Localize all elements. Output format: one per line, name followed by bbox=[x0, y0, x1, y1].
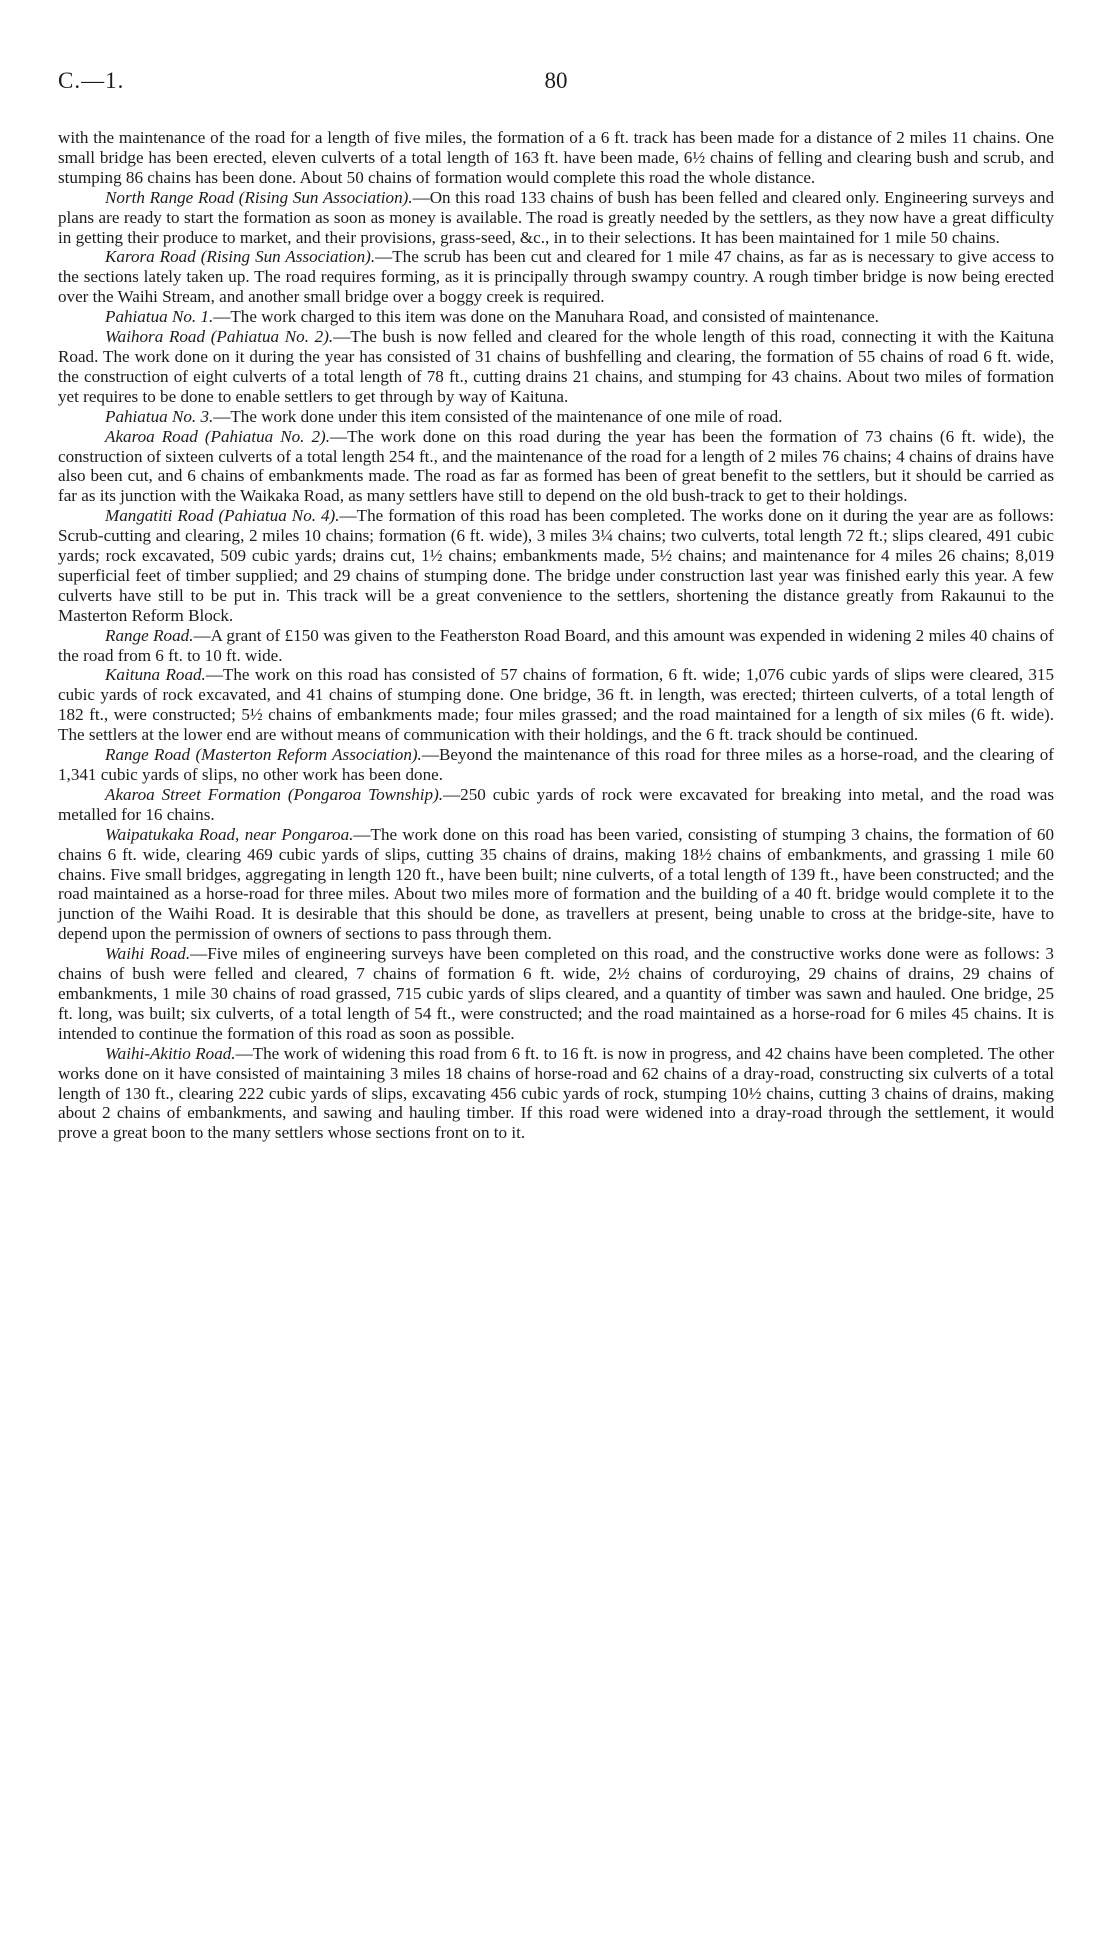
paragraph-title: Akaroa Road (Pahiatua No. 2). bbox=[105, 426, 330, 446]
paragraph-range-road-masterton bbox=[58, 745, 1054, 785]
paragraph-text: —The work of widening this road from 6 ft. to 16 ft. is now in progress, and 42 chains have been completed. The other works done on it have consisted of maintaining 3 miles 18 chains of horse-road and 62 chains of a dray-road, constructing six culverts of a total length of 130 ft., clearing 222 cubic yards of slips, excavating 456 cubic yards of rock, stumping 10½ chains, cutting 3 chains of drains, making about 2 chains of embankments, and sawing and hauling timber. If this road were widened into a dray-road through the settlement, it would prove a great boon to the many settlers whose sections front on to it. bbox=[58, 1043, 1055, 1143]
paragraph-mangatiti-road bbox=[58, 506, 1054, 625]
paragraph-range-road bbox=[58, 626, 1054, 666]
paragraph-text: —On this road 133 chains of bush has been felled and cleared only. Engineering surveys and plans are ready to start the formation as soon as money is available. The road is greatly needed by the settlers, as they now have a great difficulty in getting their produce to market, and their provisions, grass-seed, &c., in to their selections. It has been maintained for 1 mile 50 chains. bbox=[58, 187, 1055, 247]
paragraph-title: Pahiatua No. 1. bbox=[105, 307, 214, 327]
paragraph-akaroa-road bbox=[58, 427, 1054, 507]
paragraph-text: —The work charged to this item was done on the Manuhara Road, and consisted of maintenance. bbox=[213, 307, 879, 327]
page-header bbox=[58, 68, 1054, 98]
paragraph-text: —The work done under this item consisted of the maintenance of one mile of road. bbox=[213, 406, 783, 426]
paragraph-title: Pahiatua No. 3. bbox=[105, 406, 214, 426]
paragraph-text: —The work done on this road has been varied, consisting of stumping 3 chains, the formation of 60 chains 6 ft. wide, clearing 469 cubic yards of slips, cutting 35 chains of drains, making 18½ chains of embankments, and grassing 1 mile 60 chains. Five small bridges, aggregating in length 120 ft., have been built; nine culverts, of a total length of 139 ft., have been constructed; and the road maintained as a horse-road for three miles. About two miles more of formation and the building of a 40 ft. bridge would complete it to the junction of the Waihi Road. It is desirable that this should be done, as travellers at present, being unable to cross at the bridge-site, have to depend upon the permission of owners of sections to pass through them. bbox=[58, 824, 1054, 944]
page-number: 80 bbox=[544, 68, 568, 93]
paragraph-text: —250 cubic yards of rock were excavated for breaking into metal, and the road was metalled for 16 chains. bbox=[58, 784, 1055, 824]
paragraph-waihora-road bbox=[58, 327, 1054, 407]
paragraph-title: Range Road. bbox=[105, 625, 194, 645]
paragraph-karora-road bbox=[58, 247, 1054, 307]
paragraph-waihi-akitio-road bbox=[58, 1044, 1054, 1144]
paragraph-title: Waipatukaka Road, near Pongaroa. bbox=[105, 824, 354, 844]
paragraph-text: with the maintenance of the road for a length of five miles, the formation of a 6 ft. track has been made for a distance of 2 miles 11 chains. One small bridge has been erected, eleven culverts of a total length of 163 ft. have been made, 6½ chains of felling and clearing bush and scrub, and stumping 86 chains has been done. About 50 chains of formation would complete this road the whole distance. bbox=[58, 128, 1054, 187]
paragraph-title: Akaroa Street Formation (Pongaroa Township). bbox=[105, 784, 444, 804]
paragraph-text: —Beyond the maintenance of this road for three miles as a horse-road, and the clearing of 1,341 cubic yards of slips, no other work has been done. bbox=[58, 745, 1054, 784]
paragraph-text: —A grant of £150 was given to the Featherston Road Board, and this amount was expended in widening 2 miles 40 chains of the road from 6 ft. to 10 ft. wide. bbox=[58, 625, 1054, 665]
paragraph-akaroa-street bbox=[58, 785, 1054, 825]
paragraph-title: Waihi-Akitio Road. bbox=[105, 1043, 236, 1063]
paragraph-continuation bbox=[58, 128, 1054, 188]
document-reference: C.—1. bbox=[58, 68, 125, 93]
paragraph-title: Waihora Road (Pahiatua No. 2). bbox=[105, 327, 334, 347]
paragraph-text: —Five miles of engineering surveys have been completed on this road, and the constructive works done were as follows: 3 chains of bush were felled and cleared, 7 chains of formation 6 ft. wide, 2½ chains of corduroying, 29 chains of drains, 29 chains of embankments, 1 mile 30 chains of road grassed, 715 cubic yards of slips cleared, and a quantity of timber was sawn and hauled. One bridge, 25 ft. long, was built; six culverts, of a total length of 54 ft., were constructed; and the road maintained as a horse-road for 6 miles 45 chains. It is intended to continue the formation of this road as soon as possible. bbox=[58, 944, 1054, 1043]
paragraph-pahiatua-3 bbox=[58, 407, 1054, 427]
paragraph-text: —The work done on this road during the year has been the formation of 73 chains (6 ft. wide), the construction of sixteen culverts of a total length 254 ft., and the maintenance of the road for a length of 2 miles 76 chains; 4 chains of drains have also been cut, and 6 chains of embankments made. The road as far as formed has been of great benefit to the settlers, but it should be carried as far as its junction with the Waikaka Road, as many settlers have still to depend on the old bush-track to get to their holdings. bbox=[58, 426, 1054, 506]
paragraph-text: —The scrub has been cut and cleared for 1 mile 47 chains, as far as is necessary to give access to the sections lately taken up. The road requires forming, as it is principally through swampy country. A rough timber bridge is now being erected over the Waihi Stream, and another small bridge over a boggy creek is required. bbox=[58, 247, 1054, 307]
paragraph-title: Waihi Road. bbox=[105, 944, 191, 964]
paragraph-title: North Range Road (Rising Sun Association). bbox=[105, 187, 413, 207]
paragraph-pahiatua-1 bbox=[58, 307, 1054, 327]
paragraph-waipatukaka-road bbox=[58, 825, 1054, 944]
paragraph-title: Mangatiti Road (Pahiatua No. 4). bbox=[105, 506, 340, 526]
paragraph-title: Karora Road (Rising Sun Association). bbox=[105, 247, 376, 267]
paragraph-kaituna-road bbox=[58, 665, 1054, 745]
paragraph-text: —The bush is now felled and cleared for the whole length of this road, connecting it with the Kaituna Road. The work done on it during the year has consisted of 31 chains of bushfelling and clearing, the formation of 55 chains of road 6 ft. wide, the construction of eight culverts of a total length of 78 ft., cutting drains 21 chains, and stumping for 43 chains. About two miles of formation yet requires to be done to enable settlers to get through by way of Kaituna. bbox=[58, 327, 1054, 406]
paragraph-text: —The formation of this road has been completed. The works done on it during the year are as follows: Scrub-cutting and clearing, 2 miles 10 chains; formation (6 ft. wide), 3 miles 3¼ chains; two culverts, total length 72 ft.; slips cleared, 491 cubic yards; rock excavated, 509 cubic yards; drains cut, 1½ chains; embankments made, 5½ chains; and maintenance for 4 miles 26 chains; 8,019 superficial feet of timber supplied; and 29 chains of stumping done. The bridge under construction last year was finished early this year. A few culverts have still to be put in. This track will be a great convenience to the settlers, shortening the distance greatly from Rakaunui to the Masterton Reform Block. bbox=[58, 506, 1055, 625]
document-body bbox=[58, 128, 1054, 1143]
paragraph-text: —The work on this road has consisted of 57 chains of formation, 6 ft. wide; 1,076 cubic yards of slips were cleared, 315 cubic yards of rock excavated, and 41 chains of stumping done. One bridge, 36 ft. in length, was erected; thirteen culverts, of a total length of 182 ft., were constructed; 5½ chains of embankments made; four miles grassed; and the road maintained for a length of six miles (6 ft. wide). The settlers at the lower end are without means of communication with their holdings, and the 6 ft. track should be continued. bbox=[58, 665, 1054, 745]
paragraph-title: Kaituna Road. bbox=[105, 665, 206, 685]
paragraph-north-range-road bbox=[58, 188, 1054, 248]
paragraph-title: Range Road (Masterton Reform Association). bbox=[105, 745, 422, 765]
paragraph-waihi-road bbox=[58, 944, 1054, 1044]
